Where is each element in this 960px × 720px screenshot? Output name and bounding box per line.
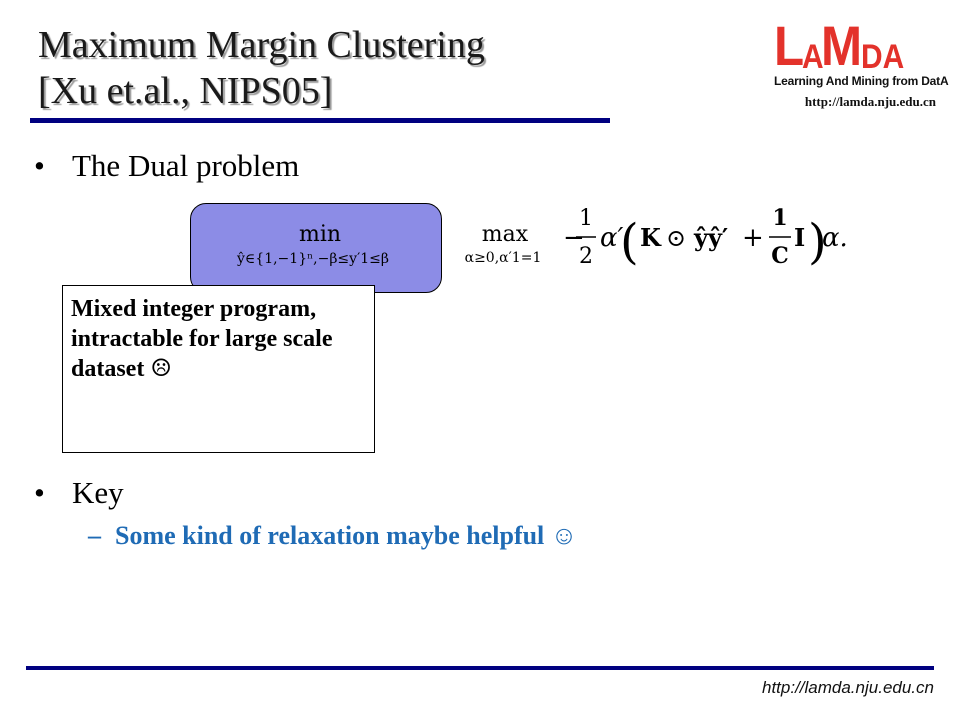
title-underline <box>30 118 610 123</box>
formula-minus: − <box>563 223 585 253</box>
formula-plus: + <box>742 223 764 253</box>
formula-min-subscript: ŷ∈{1,−1}ⁿ,−β≤y′1≤β <box>237 251 389 267</box>
formula-frac-den: C <box>771 243 789 269</box>
formula-half-num: 1 <box>579 206 593 231</box>
title-line-2: [Xu et.al., NIPS05] <box>38 70 333 112</box>
formula-i: I <box>794 223 806 252</box>
lamda-logo <box>774 14 950 124</box>
logo-letters <box>774 14 911 77</box>
sub-bullet-dash: – <box>88 521 101 550</box>
logo-tagline: Learning And Mining from DatA <box>774 74 949 88</box>
footer-rule <box>26 666 934 670</box>
formula-max-subscript: α≥0,α′1=1 <box>464 250 542 266</box>
bullet-key <box>34 475 124 511</box>
formula-alpha-prime: α′ <box>600 223 624 253</box>
formula-open-paren: ( <box>620 214 639 270</box>
logo-url: http://lamda.nju.edu.cn <box>804 94 936 109</box>
callout-text: Mixed integer program, intractable for large scale dataset ☹ <box>71 296 333 382</box>
formula-frac-num: 1 <box>772 205 788 231</box>
formula-yy: ŷŷ′ <box>694 223 729 252</box>
formula-close-paren: ) <box>808 214 827 270</box>
bullet-text: Key <box>72 475 124 510</box>
sub-bullet-relaxation <box>88 520 577 552</box>
formula-half-den: 2 <box>579 244 593 269</box>
formula-max: max <box>481 222 529 247</box>
formula-odot: ⊙ <box>666 224 687 252</box>
sub-bullet-text: Some kind of relaxation maybe helpful ☺ <box>115 521 578 550</box>
formula-k: K <box>640 223 661 252</box>
bullet-dual-problem <box>34 148 299 184</box>
formula-min: min <box>298 222 342 247</box>
logo-letter-m: M <box>820 14 862 77</box>
formula-alpha-end: α. <box>822 223 848 253</box>
logo-letter-l: L <box>774 14 805 77</box>
bullet-dot: • <box>34 148 45 183</box>
bullet-text: The Dual problem <box>72 148 300 183</box>
bullet-dot: • <box>34 475 45 510</box>
title-line-1: Maximum Margin Clustering <box>38 24 485 66</box>
logo-letters-da: DA <box>861 38 905 76</box>
logo-letter-a: A <box>802 38 824 76</box>
footer-url: http://lamda.nju.edu.cn <box>761 678 934 697</box>
slide-title <box>38 22 485 114</box>
callout-box <box>62 285 375 453</box>
